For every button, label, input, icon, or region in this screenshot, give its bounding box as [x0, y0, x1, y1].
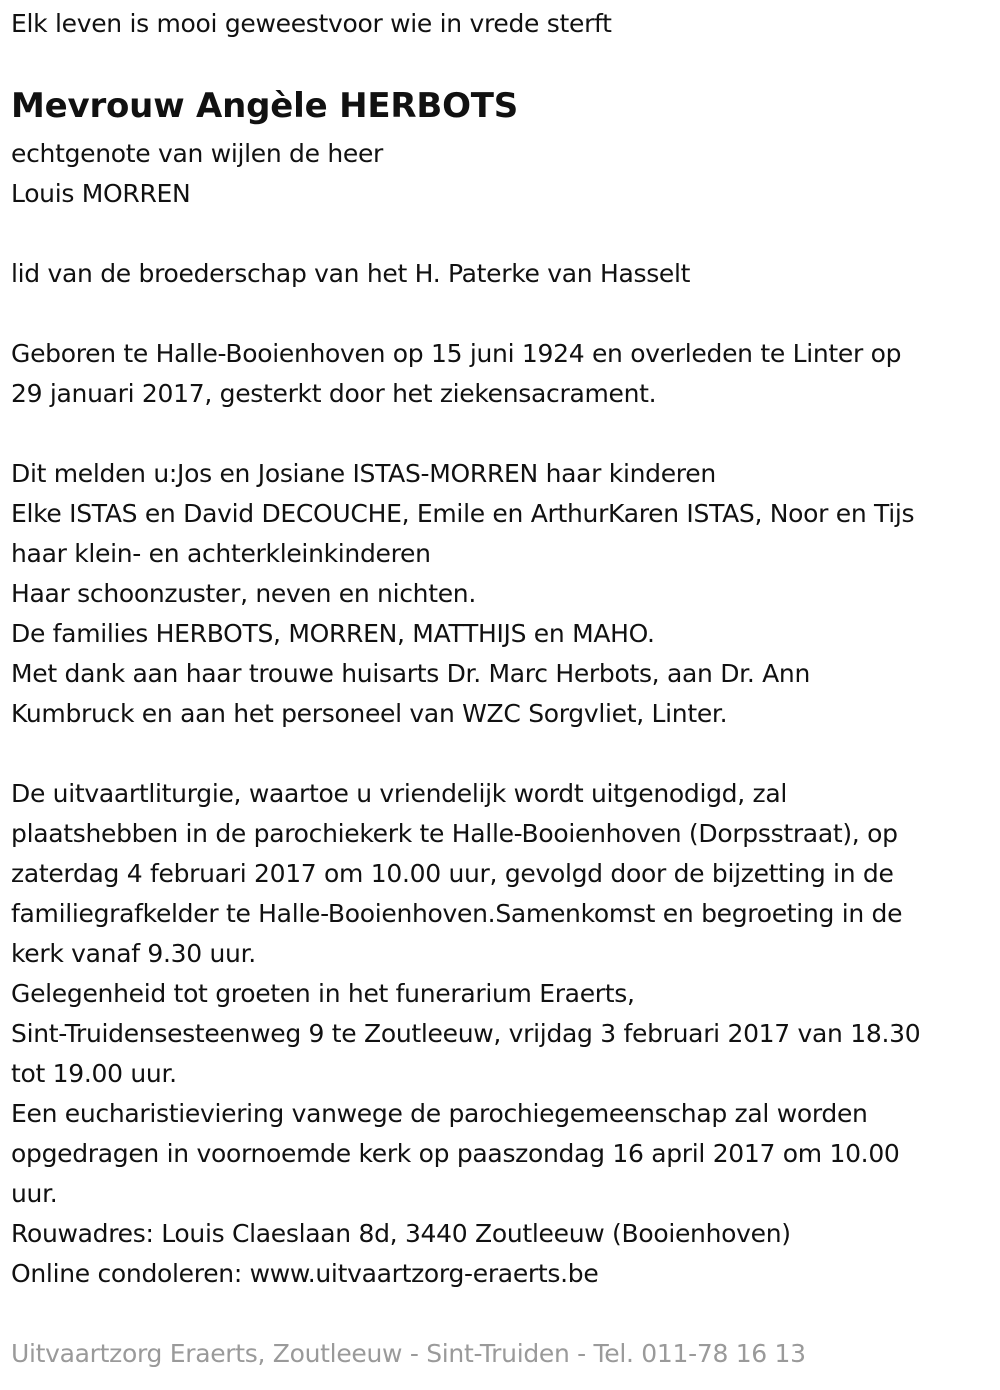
family-block: [11, 454, 914, 734]
birth-death-line: 29 januari 2017, gesterkt door het ziekensacrament.: [11, 379, 657, 408]
family-line: Dit melden u:Jos en Josiane ISTAS-MORREN haar kinderen: [11, 459, 716, 488]
service-line: De uitvaartliturgie, waartoe u vriendelijk wordt uitgenodigd, zal: [11, 779, 788, 808]
deceased-name: Mevrouw Angèle HERBOTS: [11, 86, 519, 126]
service-line: Sint-Truidensesteenweg 9 te Zoutleeuw, vrijdag 3 februari 2017 van 18.30: [11, 1019, 921, 1048]
birth-death-block: [11, 334, 901, 414]
service-line: uur.: [11, 1179, 58, 1208]
family-line: haar klein- en achterkleinkinderen: [11, 539, 431, 568]
service-line: Gelegenheid tot groeten in het funerarium Eraerts,: [11, 979, 635, 1008]
motto: Elk leven is mooi geweestvoor wie in vrede sterft: [11, 9, 612, 38]
spouse-block: [11, 134, 383, 214]
service-line: plaatshebben in de parochiekerk te Halle-Booienhoven (Dorpsstraat), op: [11, 819, 898, 848]
service-line: tot 19.00 uur.: [11, 1059, 177, 1088]
online-condolence: Online condoleren: www.uitvaartzorg-eraerts.be: [11, 1259, 599, 1288]
family-line: Met dank aan haar trouwe huisarts Dr. Marc Herbots, aan Dr. Ann: [11, 659, 811, 688]
service-line: zaterdag 4 februari 2017 om 10.00 uur, gevolgd door de bijzetting in de: [11, 859, 894, 888]
service-block: [11, 774, 920, 1294]
funeral-address: Rouwadres: Louis Claeslaan 8d, 3440 Zoutleeuw (Booienhoven): [11, 1219, 791, 1248]
service-line: familiegrafkelder te Halle-Booienhoven.Samenkomst en begroeting in de: [11, 899, 903, 928]
service-line: opgedragen in voornoemde kerk op paaszondag 16 april 2017 om 10.00: [11, 1139, 900, 1168]
membership-block: [11, 254, 690, 294]
family-line: Elke ISTAS en David DECOUCHE, Emile en ArthurKaren ISTAS, Noor en Tijs: [11, 499, 915, 528]
membership-line: lid van de broederschap van het H. Paterke van Hasselt: [11, 259, 691, 288]
birth-death-line: Geboren te Halle-Booienhoven op 15 juni 1924 en overleden te Linter op: [11, 339, 902, 368]
funeral-home-footer: Uitvaartzorg Eraerts, Zoutleeuw - Sint-Truiden - Tel. 011-78 16 13: [11, 1339, 806, 1368]
spouse-line: Louis MORREN: [11, 179, 191, 208]
spouse-line: echtgenote van wijlen de heer: [11, 139, 384, 168]
family-line: Kumbruck en aan het personeel van WZC Sorgvliet, Linter.: [11, 699, 728, 728]
service-line: kerk vanaf 9.30 uur.: [11, 939, 256, 968]
family-line: Haar schoonzuster, neven en nichten.: [11, 579, 476, 608]
family-line: De families HERBOTS, MORREN, MATTHIJS en MAHO.: [11, 619, 655, 648]
service-line: Een eucharistieviering vanwege de parochiegemeenschap zal worden: [11, 1099, 868, 1128]
